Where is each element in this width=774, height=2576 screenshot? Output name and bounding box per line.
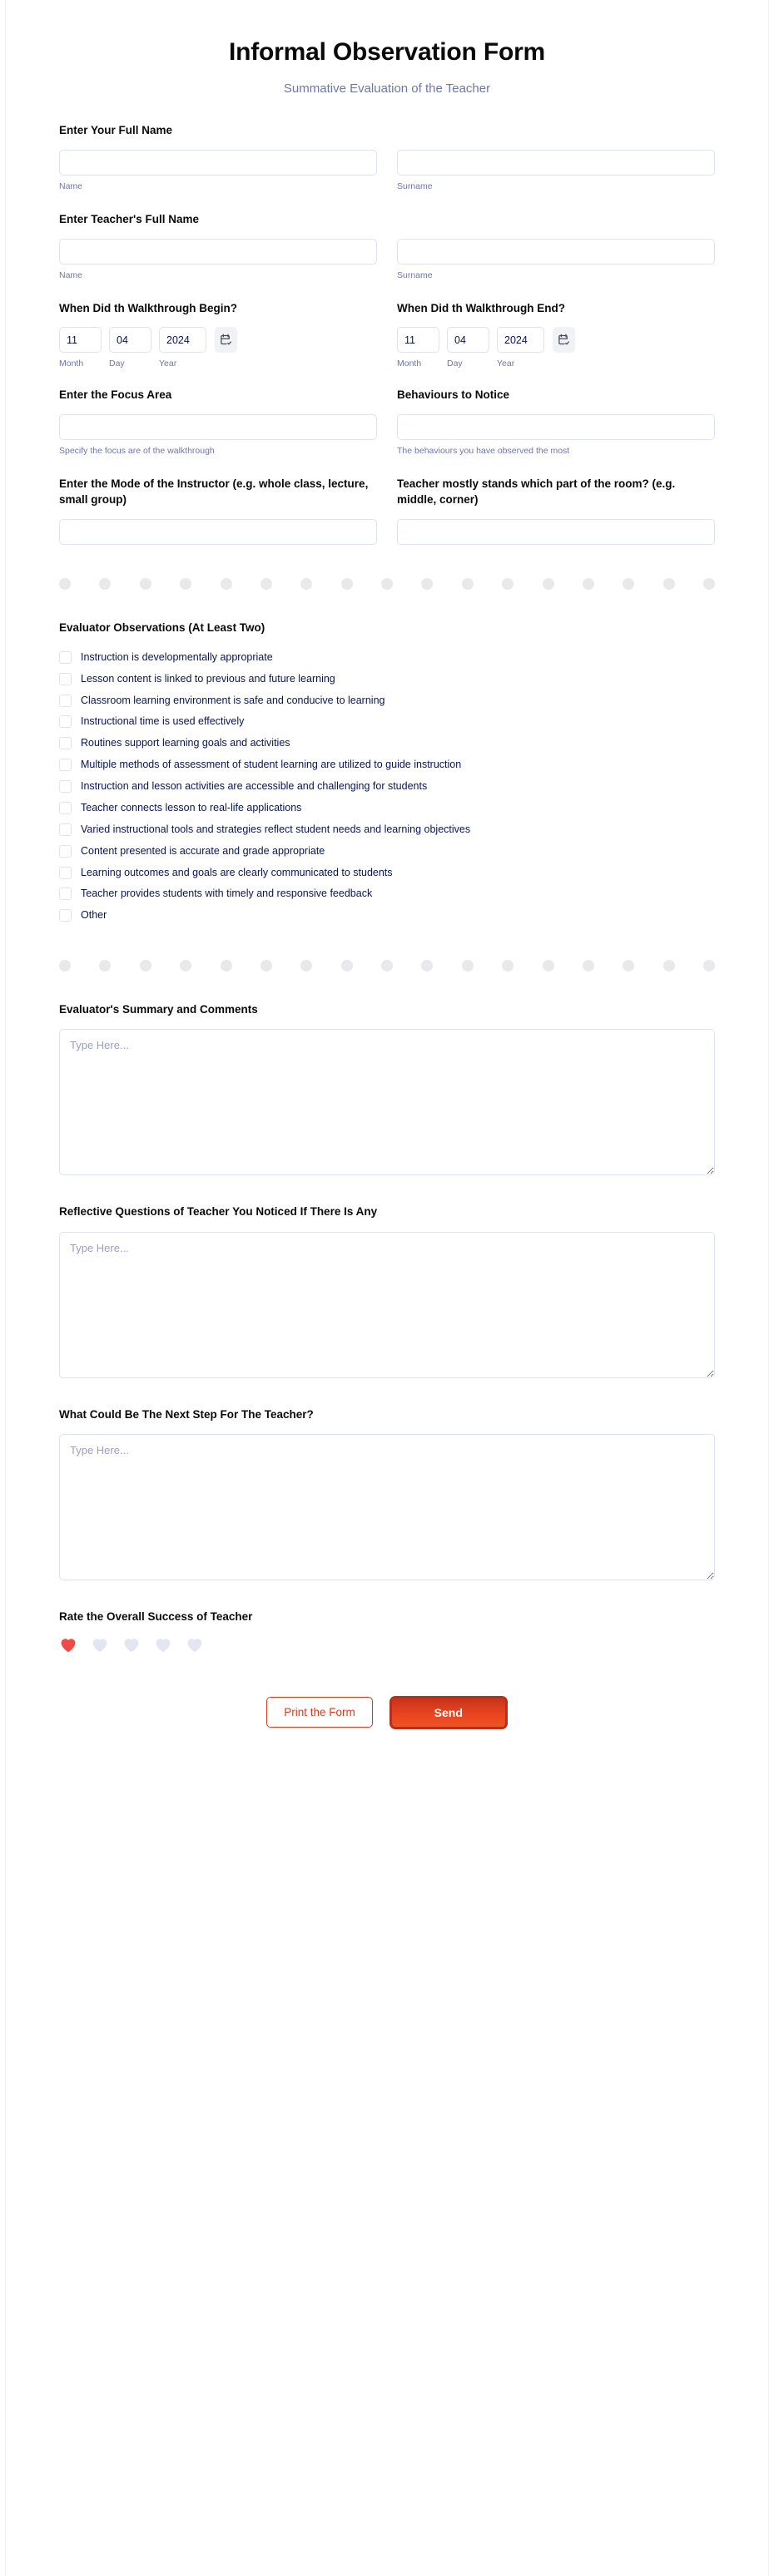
divider-dot — [623, 578, 634, 590]
divider-dot — [140, 960, 151, 972]
next-step-label: What Could Be The Next Step For The Teacher? — [59, 1407, 314, 1421]
checkbox-icon[interactable] — [59, 802, 72, 814]
begin-month-caption: Month — [59, 358, 84, 369]
divider-dot — [180, 960, 191, 972]
observations-section — [6, 620, 768, 927]
divider-dot — [462, 960, 474, 972]
end-day-caption: Day — [447, 358, 463, 369]
observation-label: Teacher provides students with timely and responsive feedback — [81, 888, 373, 900]
observation-checkbox-row[interactable] — [59, 690, 715, 711]
your-first-name-input[interactable] — [59, 150, 377, 176]
rating-label: Rate the Overall Success of Teacher — [59, 1610, 253, 1624]
divider-dot — [583, 578, 594, 590]
end-day-input[interactable] — [447, 327, 489, 353]
begin-year-caption: Year — [159, 358, 177, 369]
checkbox-icon[interactable] — [59, 695, 72, 707]
checkbox-icon[interactable] — [59, 823, 72, 836]
teacher-full-name-label: Enter Teacher's Full Name — [59, 212, 200, 225]
observation-checkbox-row[interactable] — [59, 862, 715, 883]
focus-area-label: Enter the Focus Area — [59, 388, 172, 402]
checkbox-icon[interactable] — [59, 715, 72, 728]
summary-label: Evaluator's Summary and Comments — [59, 1002, 258, 1016]
your-full-name-label: Enter Your Full Name — [59, 123, 173, 136]
teacher-first-name-group — [59, 239, 377, 282]
observation-checkbox-row[interactable] — [59, 733, 715, 754]
checkbox-icon[interactable] — [59, 759, 72, 771]
section-divider-top — [6, 578, 768, 590]
reflective-section — [6, 1204, 768, 1378]
divider-dot — [260, 960, 272, 972]
section-divider-bottom — [6, 960, 768, 972]
your-surname-group — [397, 150, 715, 193]
divider-dot — [462, 578, 474, 590]
next-step-section — [6, 1407, 768, 1581]
checkbox-icon[interactable] — [59, 651, 72, 664]
observation-checkbox-row[interactable] — [59, 840, 715, 862]
divider-dot — [300, 578, 312, 590]
divider-dot — [59, 578, 71, 590]
heart-icon[interactable] — [91, 1636, 109, 1653]
begin-month-group — [59, 327, 102, 368]
divider-dot — [341, 960, 353, 972]
divider-dot — [381, 578, 393, 590]
end-month-input[interactable] — [397, 327, 439, 353]
your-first-name-caption: Name — [59, 181, 83, 192]
observation-checkbox-row[interactable] — [59, 776, 715, 798]
checkbox-icon[interactable] — [59, 888, 72, 900]
reflective-label: Reflective Questions of Teacher You Noticed If There Is Any — [59, 1205, 378, 1219]
teacher-full-name-section — [6, 211, 768, 282]
send-button[interactable]: Send — [389, 1696, 508, 1729]
checkbox-icon[interactable] — [59, 909, 72, 922]
observation-label: Instruction is developmentally appropriate — [81, 650, 273, 663]
divider-dot — [543, 578, 554, 590]
teacher-surname-caption: Surname — [397, 270, 433, 281]
rating-section — [6, 1609, 768, 1653]
divider-dot — [221, 960, 232, 972]
next-step-textarea[interactable] — [59, 1434, 715, 1580]
divider-dot — [583, 960, 594, 972]
divider-dot — [260, 578, 272, 590]
your-surname-caption: Surname — [397, 181, 433, 192]
divider-dot — [300, 960, 312, 972]
walkthrough-end-label: When Did th Walkthrough End? — [397, 301, 565, 314]
end-year-group — [497, 327, 544, 368]
focus-behaviour-row — [6, 387, 768, 457]
begin-calendar-check-icon[interactable] — [215, 327, 237, 353]
page-subtitle: Summative Evaluation of the Teacher — [283, 81, 491, 96]
begin-year-input[interactable] — [159, 327, 206, 353]
divider-dot — [341, 578, 353, 590]
end-calendar-check-icon[interactable] — [553, 327, 575, 353]
observation-checkbox-row[interactable] — [59, 668, 715, 690]
observation-label: Varied instructional tools and strategies reflect student needs and learning objectives — [81, 823, 471, 835]
form-actions — [6, 1681, 768, 1739]
rating-hearts — [59, 1636, 715, 1653]
begin-month-input[interactable] — [59, 327, 102, 353]
teacher-first-name-caption: Name — [59, 270, 83, 281]
heart-icon[interactable] — [154, 1636, 172, 1653]
observation-label: Multiple methods of assessment of student learning are utilized to guide instruction — [81, 759, 462, 771]
divider-dot — [99, 960, 111, 972]
mode-of-instructor-label: Enter the Mode of the Instructor (e.g. whole class, lecture, small group) — [59, 477, 369, 507]
mode-position-row — [6, 476, 768, 545]
divider-dot — [663, 960, 675, 972]
end-day-group — [447, 327, 489, 368]
summary-textarea[interactable] — [59, 1029, 715, 1175]
teacher-position-input[interactable] — [397, 519, 715, 545]
observation-label: Teacher connects lesson to real-life applications — [81, 801, 302, 813]
divider-dot — [180, 578, 191, 590]
mode-of-instructor-group — [59, 476, 377, 545]
observation-label: Instructional time is used effectively — [81, 715, 245, 728]
focus-area-group — [59, 387, 377, 457]
walkthrough-dates-row — [6, 300, 768, 369]
checkbox-icon[interactable] — [59, 673, 72, 685]
observations-label: Evaluator Observations (At Least Two) — [59, 621, 265, 634]
focus-area-input[interactable] — [59, 414, 377, 440]
summary-section — [6, 1001, 768, 1176]
heart-icon[interactable] — [186, 1636, 204, 1653]
behaviours-group — [397, 387, 715, 457]
divider-dot — [663, 578, 675, 590]
observation-label: Routines support learning goals and activities — [81, 737, 290, 749]
form-card — [5, 0, 769, 2576]
divider-dot — [421, 578, 433, 590]
observation-checkbox-row[interactable] — [59, 711, 715, 733]
mode-of-instructor-input[interactable] — [59, 519, 377, 545]
teacher-position-label: Teacher mostly stands which part of the room? (e.g. middle, corner) — [397, 477, 676, 507]
checkbox-icon[interactable] — [59, 737, 72, 749]
observation-label: Learning outcomes and goals are clearly communicated to students — [81, 866, 393, 878]
checkbox-icon[interactable] — [59, 845, 72, 858]
observation-label: Classroom learning environment is safe and conducive to learning — [81, 694, 385, 706]
observation-checkbox-row[interactable] — [59, 883, 715, 905]
checkbox-icon[interactable] — [59, 780, 72, 793]
divider-dot — [99, 578, 111, 590]
begin-year-group — [159, 327, 206, 368]
focus-area-caption: Specify the focus are of the walkthrough — [59, 446, 215, 457]
divider-dot — [502, 960, 514, 972]
walkthrough-begin-label: When Did th Walkthrough Begin? — [59, 301, 237, 314]
end-year-caption: Year — [497, 358, 515, 369]
reflective-textarea[interactable] — [59, 1232, 715, 1378]
divider-dot — [221, 578, 232, 590]
checkbox-icon[interactable] — [59, 867, 72, 879]
walkthrough-begin-group — [59, 300, 377, 369]
teacher-surname-group — [397, 239, 715, 282]
begin-day-group — [109, 327, 151, 368]
behaviours-label: Behaviours to Notice — [397, 388, 510, 402]
observation-label: Other — [81, 909, 107, 922]
behaviours-caption: The behaviours you have observed the most — [397, 446, 570, 457]
divider-dot — [703, 960, 715, 972]
teacher-position-group — [397, 476, 715, 545]
form-header — [6, 0, 768, 122]
observation-checkbox-row[interactable] — [59, 754, 715, 776]
teacher-first-name-input[interactable] — [59, 239, 377, 265]
observation-label: Lesson content is linked to previous and future learning — [81, 672, 335, 685]
end-month-group — [397, 327, 439, 368]
walkthrough-end-group — [397, 300, 715, 369]
heart-icon[interactable] — [59, 1636, 77, 1653]
observations-list — [59, 646, 715, 926]
observation-checkbox-row[interactable] — [59, 818, 715, 840]
observation-checkbox-row[interactable] — [59, 797, 715, 818]
divider-dot — [421, 960, 433, 972]
your-first-name-group — [59, 150, 377, 193]
divider-dot — [381, 960, 393, 972]
begin-day-input[interactable] — [109, 327, 151, 353]
divider-dot — [623, 960, 634, 972]
observation-label: Instruction and lesson activities are accessible and challenging for students — [81, 780, 428, 793]
end-year-input[interactable] — [497, 327, 544, 353]
your-surname-input[interactable] — [397, 150, 715, 176]
divider-dot — [703, 578, 715, 590]
observation-checkbox-row[interactable] — [59, 646, 715, 668]
page-title: Informal Observation Form — [228, 38, 546, 66]
observation-checkbox-row[interactable] — [59, 905, 715, 927]
your-full-name-section — [6, 122, 768, 193]
divider-dot — [502, 578, 514, 590]
observation-label: Content presented is accurate and grade appropriate — [81, 844, 325, 857]
begin-day-caption: Day — [109, 358, 125, 369]
divider-dot — [59, 960, 71, 972]
teacher-surname-input[interactable] — [397, 239, 715, 265]
divider-dot — [543, 960, 554, 972]
behaviours-input[interactable] — [397, 414, 715, 440]
print-form-button[interactable]: Print the Form — [266, 1697, 373, 1728]
end-month-caption: Month — [397, 358, 422, 369]
heart-icon[interactable] — [122, 1636, 141, 1653]
divider-dot — [140, 578, 151, 590]
